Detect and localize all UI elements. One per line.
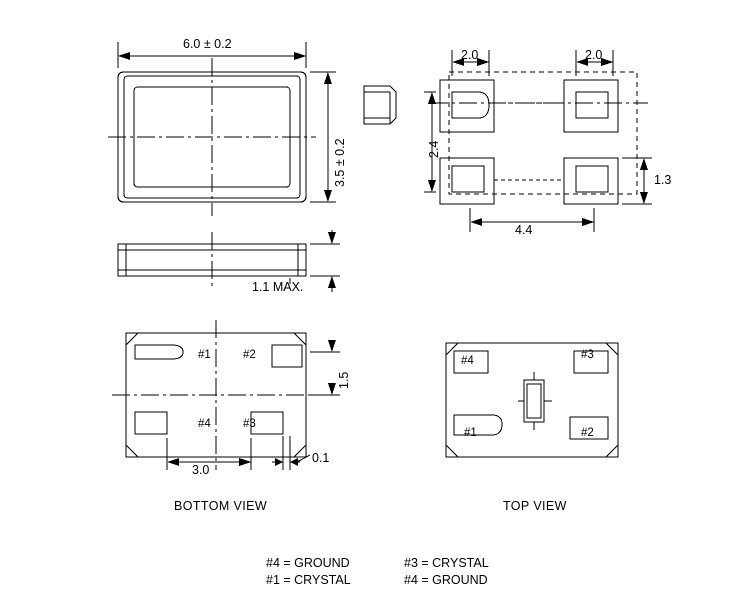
legend-row-1-left: #4 = GROUND: [266, 556, 350, 570]
dimension-pad-pitch-vertical: 2.4: [427, 140, 441, 158]
legend-row-2-right: #4 = GROUND: [404, 573, 488, 587]
legend-row-1-right: #3 = CRYSTAL: [404, 556, 489, 570]
dimension-pad-width-left: 2.0: [461, 48, 479, 62]
top-view-caption: TOP VIEW: [503, 499, 567, 513]
dimension-pad-height: 1.3: [654, 173, 672, 187]
dimension-pad-pitch-horizontal: 4.4: [515, 223, 533, 237]
dimension-width: 3.5 ± 0.2: [333, 138, 347, 187]
pin-label-bottom-3: #3: [243, 418, 256, 430]
pin-label-top-4: #4: [461, 355, 474, 367]
dimension-height: 1.1 MAX.: [252, 280, 304, 294]
dimension-bottom-pad-pitch-vertical: 1.5: [337, 371, 351, 389]
dimension-length: 6.0 ± 0.2: [183, 37, 232, 51]
dimension-bottom-pad-pitch-horizontal: 3.0: [192, 463, 210, 477]
pin-label-top-1: #1: [464, 427, 477, 439]
dimension-pad-width-right: 2.0: [585, 48, 603, 62]
pin-label-bottom-4: #4: [198, 418, 211, 430]
legend-row-2-left: #1 = CRYSTAL: [266, 573, 351, 587]
pin-label-bottom-2: #2: [243, 349, 256, 361]
dimension-bottom-pad-gap: 0.1: [312, 451, 330, 465]
pin-label-bottom-1: #1: [198, 349, 211, 361]
pin-label-top-2: #2: [581, 427, 594, 439]
pin-label-top-3: #3: [581, 349, 594, 361]
bottom-view-caption: BOTTOM VIEW: [174, 499, 268, 513]
